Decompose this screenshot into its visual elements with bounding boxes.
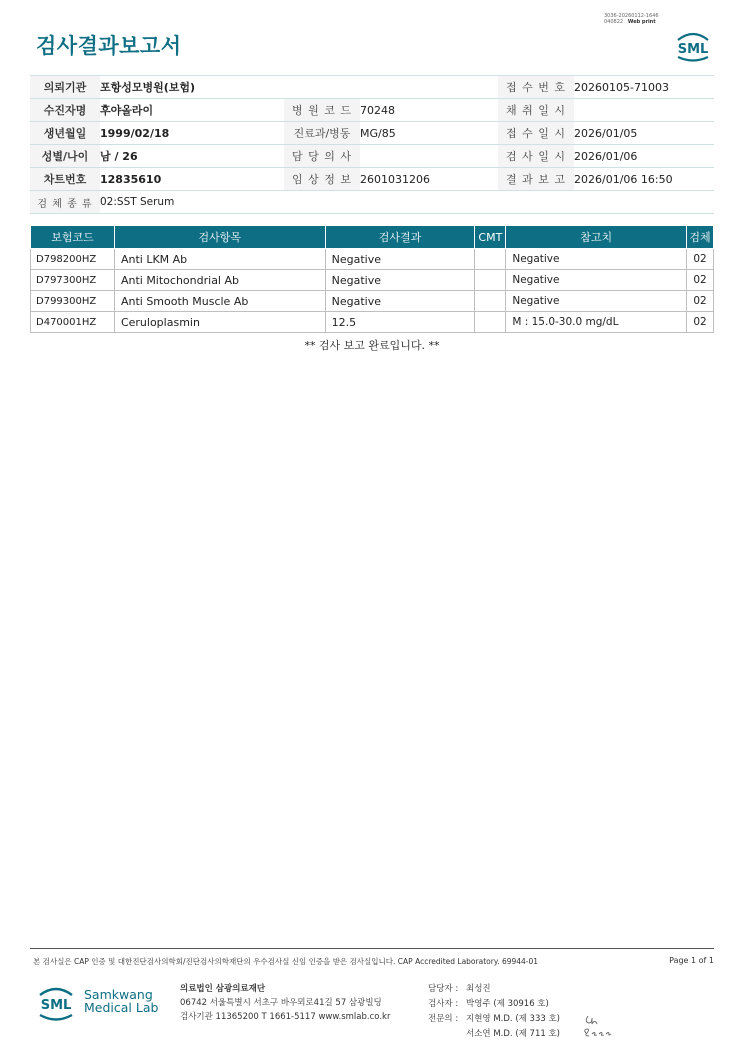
staff-role: 전문의 :: [428, 1014, 459, 1024]
report-date-label: 결 과 보 고: [498, 168, 574, 191]
birth-label: 생년월일: [30, 122, 100, 145]
clinical-label: 임 상 정 보: [284, 168, 360, 191]
staff-name: 박영주 (제 30916 호): [466, 999, 549, 1009]
clinical-value: 2601031206: [360, 168, 498, 191]
staff-row: [428, 1012, 560, 1027]
sex-age-value: 남 / 26: [100, 145, 284, 168]
results-table: [30, 225, 714, 333]
receipt-date-label: 접 수 일 시: [498, 122, 574, 145]
table-row: [31, 270, 714, 291]
corporation-info: [180, 982, 390, 1024]
sex-age-label: 성별/나이: [30, 145, 100, 168]
results-header-row: [31, 226, 714, 249]
department-value: MG/85: [360, 122, 498, 145]
brand-line1: Samkwang: [84, 987, 153, 1002]
doctor-label: 담 당 의 사: [284, 145, 360, 168]
reference-range: Negative: [506, 291, 687, 312]
doctor-value: [360, 145, 498, 168]
reference-range: Negative: [506, 270, 687, 291]
print-label: Web print: [627, 19, 656, 25]
reference-range: M : 15.0-30.0 mg/dL: [506, 312, 687, 333]
test-item: Anti Smooth Muscle Ab: [114, 291, 325, 312]
reference-range: Negative: [506, 249, 687, 270]
cmt: [475, 270, 506, 291]
exam-date-value: 2026/01/06: [574, 145, 714, 168]
header-cmt: CMT: [475, 226, 506, 249]
test-result: Negative: [325, 291, 475, 312]
test-result: Negative: [325, 249, 475, 270]
cap-accreditation-note: 본 검사실은 CAP 인증 및 대한진단검사의학회/진단검사의학재단의 우수검사실 신임 인증을 받은 검사실입니다. CAP Accredited Laboratory. 69944-01: [33, 957, 539, 966]
staff-role: 담당자 :: [428, 984, 459, 994]
logo-text: SML: [677, 42, 709, 57]
signature-icon: [580, 1008, 614, 1040]
test-item: Anti Mitochondrial Ab: [114, 270, 325, 291]
header-specimen: 검체: [687, 226, 714, 249]
institution-label: 의뢰기관: [30, 76, 100, 99]
staff-row: [428, 982, 560, 997]
insurance-code: D797300HZ: [31, 270, 115, 291]
specimen-code: 02: [687, 249, 714, 270]
staff-row: [428, 997, 560, 1012]
cmt: [475, 249, 506, 270]
print-info: [604, 13, 659, 25]
table-row: [31, 249, 714, 270]
receipt-no-value: 20260105-71003: [574, 76, 714, 99]
specimen-code: 02: [687, 270, 714, 291]
receipt-no-label: 접 수 번 호: [498, 76, 574, 99]
brand-line2: Medical Lab: [84, 1000, 159, 1015]
staff-list: [428, 982, 560, 1042]
test-item: Anti LKM Ab: [114, 249, 325, 270]
report-complete-note: ** 검사 보고 완료입니다. **: [304, 339, 440, 352]
corporation-contact: 검사기관 11365200 T 1661-5117 www.smlab.co.kr: [180, 1012, 391, 1022]
cmt: [475, 312, 506, 333]
staff-role: 검사자 :: [428, 999, 459, 1009]
specimen-code: 02: [687, 312, 714, 333]
staff-name: 지현영 M.D. (제 333 호): [466, 1014, 561, 1024]
table-row: [31, 291, 714, 312]
birth-value: 1999/02/18: [100, 122, 284, 145]
specimen-type-label: 검 체 종 류: [30, 191, 100, 214]
info-row: [30, 191, 714, 214]
header-test-result: 검사결과: [325, 226, 475, 249]
insurance-code: D470001HZ: [31, 312, 115, 333]
hospital-code-label: 병 원 코 드: [284, 99, 360, 122]
insurance-code: D799300HZ: [31, 291, 115, 312]
info-row: [30, 168, 714, 191]
table-row: [31, 312, 714, 333]
staff-row: [428, 1027, 560, 1042]
print-code: 3036-20260112-1646: [604, 13, 659, 19]
cmt: [475, 291, 506, 312]
corporation-address: 06742 서울특별시 서초구 바우뫼로41길 57 삼광빌딩: [180, 998, 382, 1008]
receipt-date-value: 2026/01/05: [574, 122, 714, 145]
examinee-label: 수진자명: [30, 99, 100, 122]
test-result: 12.5: [325, 312, 475, 333]
institution-value: 포항성모병원(보험): [100, 76, 498, 99]
hospital-code-value: 70248: [360, 99, 498, 122]
patient-info-table: [30, 75, 714, 214]
examinee-value: 후야올라이: [100, 99, 284, 122]
staff-name: 서소연 M.D. (제 711 호): [466, 1029, 561, 1039]
header-reference: 참고치: [506, 226, 687, 249]
collection-date-value: [574, 99, 714, 122]
report-date-value: 2026/01/06 16:50: [574, 168, 714, 191]
specimen-code: 02: [687, 291, 714, 312]
info-row: [30, 145, 714, 168]
staff-name: 최성진: [466, 984, 491, 994]
footer-logo-text: SML: [40, 998, 72, 1013]
chart-value: 12835610: [100, 168, 284, 191]
print-sub: 040822: [604, 19, 624, 25]
chart-label: 차트번호: [30, 168, 100, 191]
test-item: Ceruloplasmin: [114, 312, 325, 333]
footer-divider: [30, 948, 714, 949]
collection-date-label: 채 취 일 시: [498, 99, 574, 122]
header-insurance-code: 보험코드: [31, 226, 115, 249]
info-row: [30, 122, 714, 145]
sml-footer-logo-icon: [36, 980, 76, 1024]
brand-name: [84, 988, 158, 1014]
specimen-type-value: 02:SST Serum: [100, 191, 714, 214]
report-title: 검사결과보고서: [36, 34, 182, 58]
exam-date-label: 검 사 일 시: [498, 145, 574, 168]
info-row: [30, 99, 714, 122]
corporation-name: 의료법인 삼광의료재단: [180, 984, 266, 994]
page-number: Page 1 of 1: [669, 956, 714, 965]
sml-logo-icon: [672, 26, 714, 64]
info-row: [30, 76, 714, 99]
department-label: 진료과/병동: [284, 122, 360, 145]
insurance-code: D798200HZ: [31, 249, 115, 270]
test-result: Negative: [325, 270, 475, 291]
header-test-item: 검사항목: [114, 226, 325, 249]
